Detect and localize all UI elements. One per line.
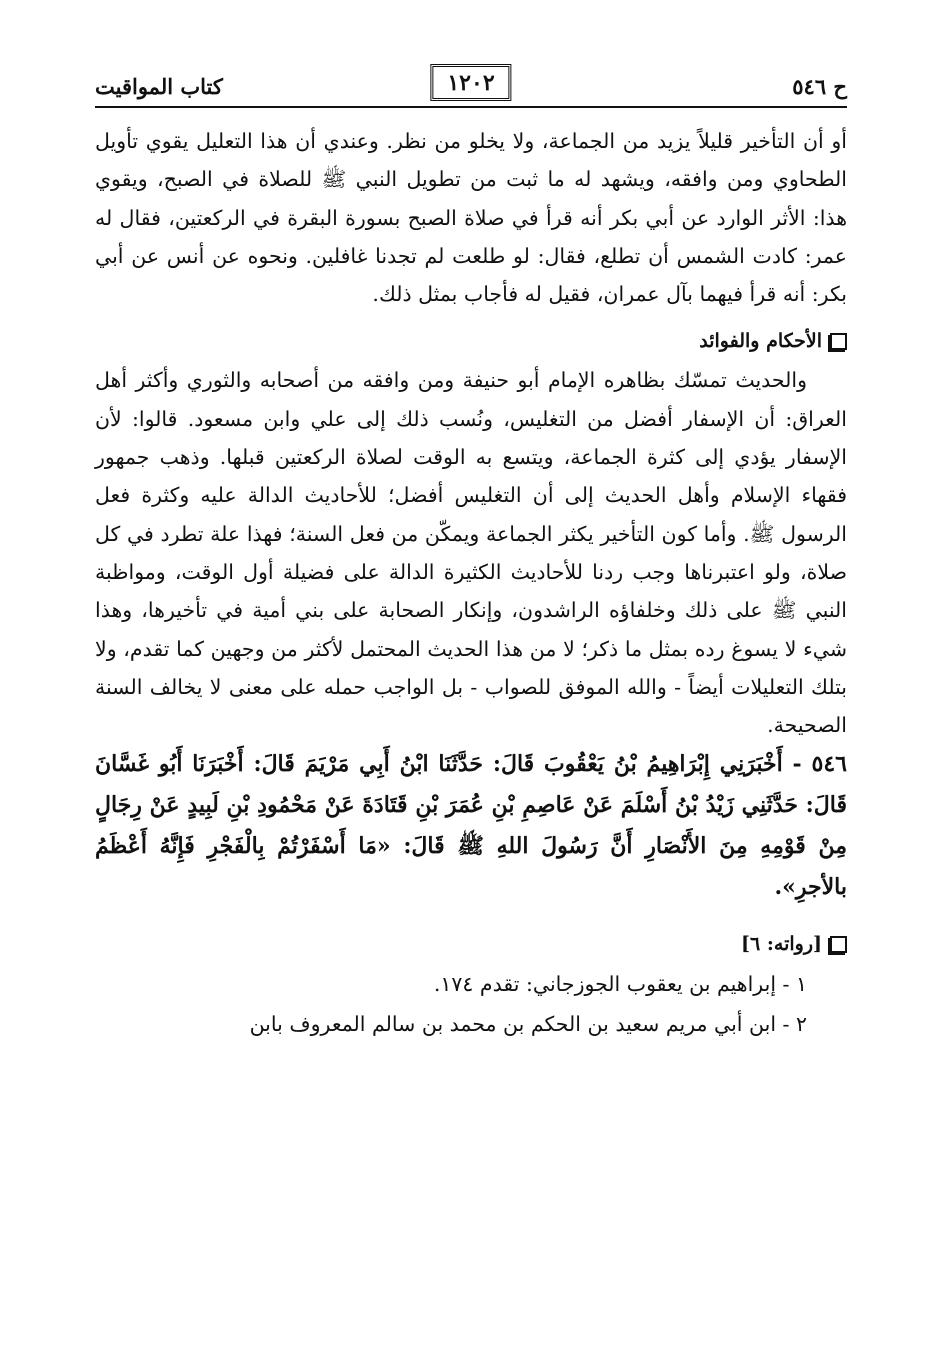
- page-number: ١٢٠٢: [430, 64, 511, 101]
- checkbox-bullet-icon: [830, 936, 847, 953]
- rowat-section-heading: [95, 926, 847, 962]
- book-title: كتاب المواقيت: [95, 74, 223, 99]
- content: [95, 122, 847, 1044]
- ahkam-paragraph: والحديث تمسّك بظاهره الإمام أبو حنيفة ومن وافقه من أصحابه والثوري وأكثر أهل العراق: أن الإسفار أفضل من التغليس، ونُسب ذلك إلى علي وابن مسعود. قالوا: لأن الإسفار يؤدي إلى كثرة الجماعة، ويتسع به الوقت لصلاة الركعتين قبلها. وذهب جمهور فقهاء الإسلام وأهل الحديث إلى أن التغليس أفضل؛ للأحاديث الدالة عليه وكثرة فعل الرسول ﷺ. وأما كون التأخير يكثر الجماعة ويمكّن من فعل السنة؛ فهذا علة تطرد في كل صلاة، ولو اعتبرناها وجب ردنا للأحاديث الكثيرة الدالة على فضيلة أول الوقت، ومواظبة النبي ﷺ على ذلك وخلفاؤه الراشدون، وإنكار الصحابة على بني أمية في تأخيرها، وهذا شيء لا يسوغ رده بمثل ما ذكر؛ لا من هذا الحديث المحتمل لأكثر من وجهين كما تقدم، ولا بتلك التعليلات أيضاً - والله الموفق للصواب - بل الواجب حمله على معنى لا يخالف السنة الصحيحة.: [95, 368, 847, 738]
- page: [95, 62, 847, 1322]
- ahkam-section-heading: [95, 323, 847, 359]
- narrator-item: ٢ - ابن أبي مريم سعيد بن الحكم بن محمد بن سالم المعروف بابن: [249, 1012, 807, 1037]
- intro-paragraph: أو أن التأخير قليلاً يزيد من الجماعة، ولا يخلو من نظر. وعندي أن هذا التعليل يقوي تأويل الطحاوي ومن وافقه، ويشهد له ما ثبت من تطويل النبي ﷺ للصلاة في الصبح، ويقوي هذا: الأثر الوارد عن أبي بكر أنه قرأ في صلاة الصبح بسورة البقرة في الركعتين، فقال له عمر: كادت الشمس أن تطلع، فقال: لو طلعت لم تجدنا غافلين. ونحوه عن أنس عن أبي بكر: أنه قرأ فيهما بآل عمران، فقيل له فأجاب بمثل ذلك.: [95, 129, 847, 307]
- hadith-reference: ح ٥٤٦: [792, 74, 847, 99]
- ahkam-title: الأحكام والفوائد: [699, 330, 822, 353]
- rowat-title: [رواته: ٦]: [741, 933, 822, 956]
- checkbox-bullet-icon: [830, 333, 847, 350]
- narrator-item: ١ - إبراهيم بن يعقوب الجوزجاني: تقدم ١٧٤.: [433, 972, 807, 997]
- page-header: [95, 62, 847, 110]
- header-rule: [95, 106, 847, 108]
- hadith-text: ٥٤٦ - أَخْبَرَنِي إِبْرَاهِيمُ بْنُ يَعْقُوبَ قَالَ: حَدَّثَنَا ابْنُ أَبِي مَرْيَمَ قَالَ: أَخْبَرَنَا أَبُو غَسَّانَ قَالَ: حَدَّثَنِي زَيْدُ بْنُ أَسْلَمَ عَنْ عَاصِمِ بْنِ عُمَرَ بْنِ قَتَادَةَ عَنْ مَحْمُودِ بْنِ لَبِيدٍ عَنْ رِجَالٍ مِنْ قَوْمِهِ مِنَ الأَنْصَارِ أَنَّ رَسُولَ اللهِ ﷺ قَالَ: «مَا أَسْفَرْتُمْ بِالْفَجْرِ فَإِنَّهُ أَعْظَمُ بالأجرِ».: [95, 751, 847, 901]
